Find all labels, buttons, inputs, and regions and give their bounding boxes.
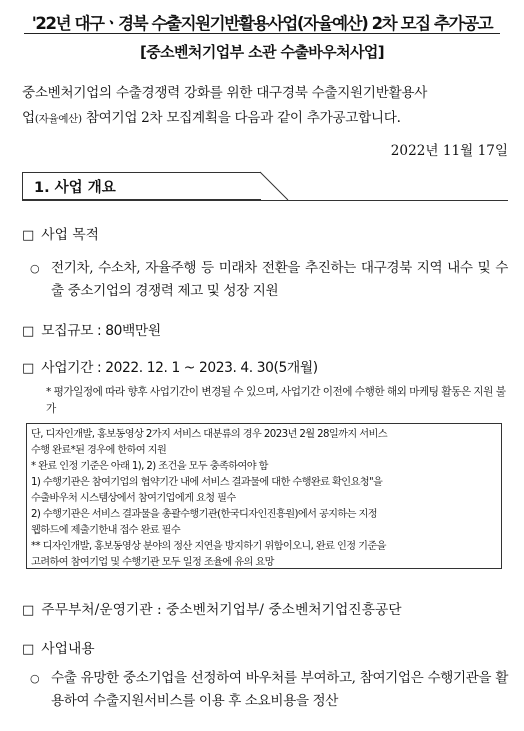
content-text: 수출 유망한 중소기업을 선정하여 바우처를 부여하고, 참여기업은 수행기관을 활용하여 수출지원서비스를 이용 후 소요비용을 정산 [51, 670, 508, 709]
item-scale [22, 319, 161, 339]
document-subtitle: [중소벤처기업부 소관 수출바우처사업] [140, 43, 384, 61]
checkbox-icon: □ [22, 361, 35, 376]
circle-bullet-icon: ○ [30, 262, 40, 275]
intro-line2-small: (자율예산) [34, 113, 82, 125]
circle-bullet-icon: ○ [30, 672, 40, 685]
item-period [22, 356, 318, 376]
checkbox-icon: □ [22, 603, 35, 618]
intro-line2-b: 참여기업 2차 모집계획을 다음과 같이 추가공고합니다. [81, 110, 401, 126]
note-box [26, 423, 502, 569]
purpose-label: 사업 목적 [41, 227, 99, 243]
content-bullet [30, 667, 508, 713]
item-content [22, 637, 95, 657]
note-line: 1) 수행기관은 참여기업의 협약기간 내에 서비스 결과물에 대한 수행완료 확인요청"을 [31, 477, 383, 488]
note-line: 2) 수행기관은 서비스 결과물을 총괄수행기관(한국디자인진흥원)에서 공지하는 지정 [31, 509, 378, 520]
note-line: * 완료 인정 기준은 아래 1), 2) 조건을 모두 충족하여야 함 [31, 461, 268, 472]
period-note: * 평가일정에 따라 향후 사업기간이 변경될 수 있으며, 사업기간 이전에 수행한 해외 마케팅 활동은 지원 불가 [46, 386, 506, 415]
purpose-bullet [30, 257, 508, 303]
period-label: 사업기간 : 2022. 12. 1 ~ 2023. 4. 30(5개월) [41, 360, 318, 376]
note-line: 웹하드에 제출기한내 접수 완료 필수 [31, 525, 181, 536]
announcement-date: 2022년 11월 17일 [390, 143, 508, 159]
section-heading-rule [22, 200, 508, 201]
note-line: ** 디자인개발, 홍보동영상 분야의 정산 지연을 방지하기 위함이오니, 완료 인정 기준을 [31, 541, 386, 552]
note-line: 단, 디자인개발, 홍보동영상 2가지 서비스 대분류의 경우 2023년 2월 28일까지 서비스 [31, 429, 387, 440]
section-heading: 1. 사업 개요 [34, 180, 116, 196]
content-label: 사업내용 [41, 641, 95, 657]
checkbox-icon: □ [22, 228, 35, 243]
checkbox-icon: □ [22, 324, 35, 339]
note-line: 고려하여 참여기업 및 수행기관 모두 일정 조율에 유의 요망 [31, 557, 274, 568]
scale-label: 모집규모 : 80백만원 [41, 323, 161, 339]
intro-line1: 중소벤처기업의 수출경쟁력 강화를 위한 대구경북 수출지원기반활용사 [22, 85, 428, 101]
item-purpose [22, 223, 99, 243]
intro-line2-a: 업 [22, 110, 35, 126]
organization-label: 주무부처/운영기관 : 중소벤처기업부/ 중소벤처기업진흥공단 [41, 602, 402, 618]
note-line: 수출바우처 시스템상에서 참여기업에게 요청 필수 [31, 493, 236, 504]
checkbox-icon: □ [22, 642, 35, 657]
note-line: 수행 완료*된 경우에 한하여 지원 [31, 445, 167, 456]
purpose-text: 전기차, 수소차, 자율주행 등 미래차 전환을 추진하는 대구경북 지역 내수 및 수출 중소기업의 경쟁력 제고 및 성장 지원 [51, 260, 508, 299]
item-organization [22, 598, 402, 618]
document-title: '22년 대구ㆍ경북 수출지원기반활용사업(자율예산) 2차 모집 추가공고 [31, 14, 493, 33]
